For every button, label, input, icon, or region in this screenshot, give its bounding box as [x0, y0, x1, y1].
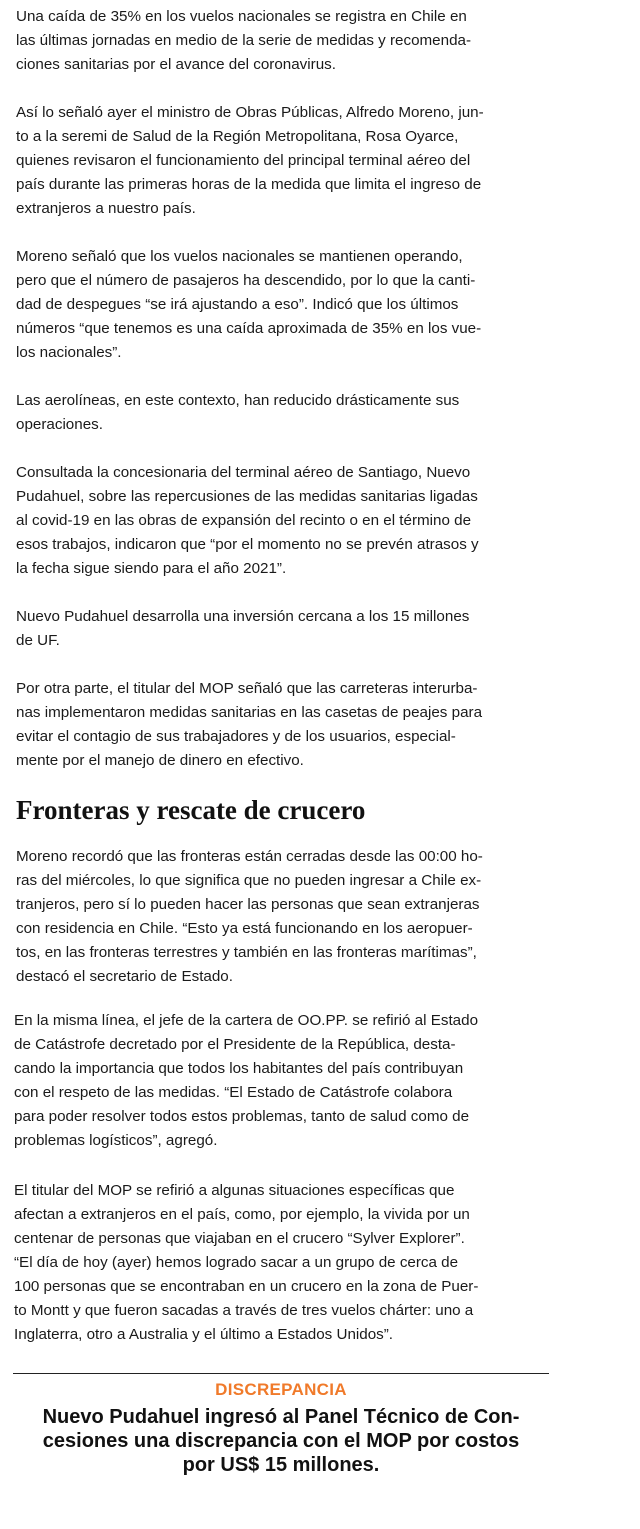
- article-paragraph-2: Así lo señaló ayer el ministro de Obras Públicas, Alfredo Moreno, jun- to a la seremi de Salud de la Región Metropolitana, Rosa Oyarce, quienes revisaron el funcionamiento del principal terminal aéreo del país durante las primeras horas de la medida que limita el ingreso de extranjeros a nuestro país.: [16, 104, 484, 217]
- article-paragraph-3: Moreno señaló que los vuelos nacionales se mantienen operando, pero que el número de pasajeros ha descendido, por lo que la canti- dad de despegues “se irá ajustando a eso”. Indicó que los últimos números “que tenemos es una caída aproximada de 35% en los vue- los nacionales”.: [16, 248, 482, 361]
- section-paragraph-1: Moreno recordó que las fronteras están cerradas desde las 00:00 ho- ras del miércoles, lo que significa que no pueden ingresar a Chile ex- tranjeros, pero sí lo pueden hacer las personas que sean extranjeras con residencia en Chile. “Esto ya está funcionando en los aeropuer- tos, en las fronteras terrestres y también en las fronteras marítimas”, destacó el secretario de Estado.: [16, 848, 483, 985]
- article-paragraph-1: Una caída de 35% en los vuelos nacionales se registra en Chile en las últimas jornadas en medio de la serie de medidas y recomenda- ciones sanitarias por el avance del coronavirus.: [16, 8, 472, 73]
- article-paragraph-6: Nuevo Pudahuel desarrolla una inversión cercana a los 15 millones de UF.: [16, 608, 470, 649]
- section-paragraph-3: El titular del MOP se refirió a algunas situaciones específicas que afectan a extranjeros en el país, como, por ejemplo, la vivida por un centenar de personas que viajaban en el crucero “Sylver Explorer”. “El día de hoy (ayer) hemos logrado sacar a un grupo de cerca de 100 personas que se encontraban en un crucero en la zona de Puer- to Montt y que fueron sacadas a través de tres vuelos chárter: uno a Inglaterra, otro a Australia y el último a Estados Unidos”.: [14, 1182, 479, 1343]
- sidebar-divider: [13, 1373, 549, 1374]
- sidebar-headline: Nuevo Pudahuel ingresó al Panel Técnico de Con- cesiones una discrepancia con el MOP por costos por US$ 15 millones.: [42, 1406, 520, 1476]
- article-paragraph-5: Consultada la concesionaria del terminal aéreo de Santiago, Nuevo Pudahuel, sobre las repercusiones de las medidas sanitarias ligadas al covid-19 en las obras de expansión del recinto o en el término de esos trabajos, indicaron que “por el momento no se prevén atrasos y la fecha sigue siendo para el año 2021”.: [16, 464, 479, 577]
- section-heading: Fronteras y rescate de crucero: [16, 795, 366, 825]
- article-paragraph-4: Las aerolíneas, en este contexto, han reducido drásticamente sus operaciones.: [16, 392, 460, 433]
- section-paragraph-2: En la misma línea, el jefe de la cartera de OO.PP. se refirió al Estado de Catástrofe decretado por el Presidente de la República, desta- cando la importancia que todos los habitantes del país contribuyan con el respeto de las medidas. “El Estado de Catástrofe colabora para poder resolver todos estos problemas, tanto de salud como de problemas logísticos”, agregó.: [14, 1012, 479, 1149]
- sidebar-kicker: DISCREPANCIA: [215, 1380, 347, 1399]
- article-paragraph-7: Por otra parte, el titular del MOP señaló que las carreteras interurba- nas implementaron medidas sanitarias en las casetas de peajes para evitar el contagio de sus trabajadores y de los usuarios, especial- mente por el manejo de dinero en efectivo.: [16, 680, 483, 769]
